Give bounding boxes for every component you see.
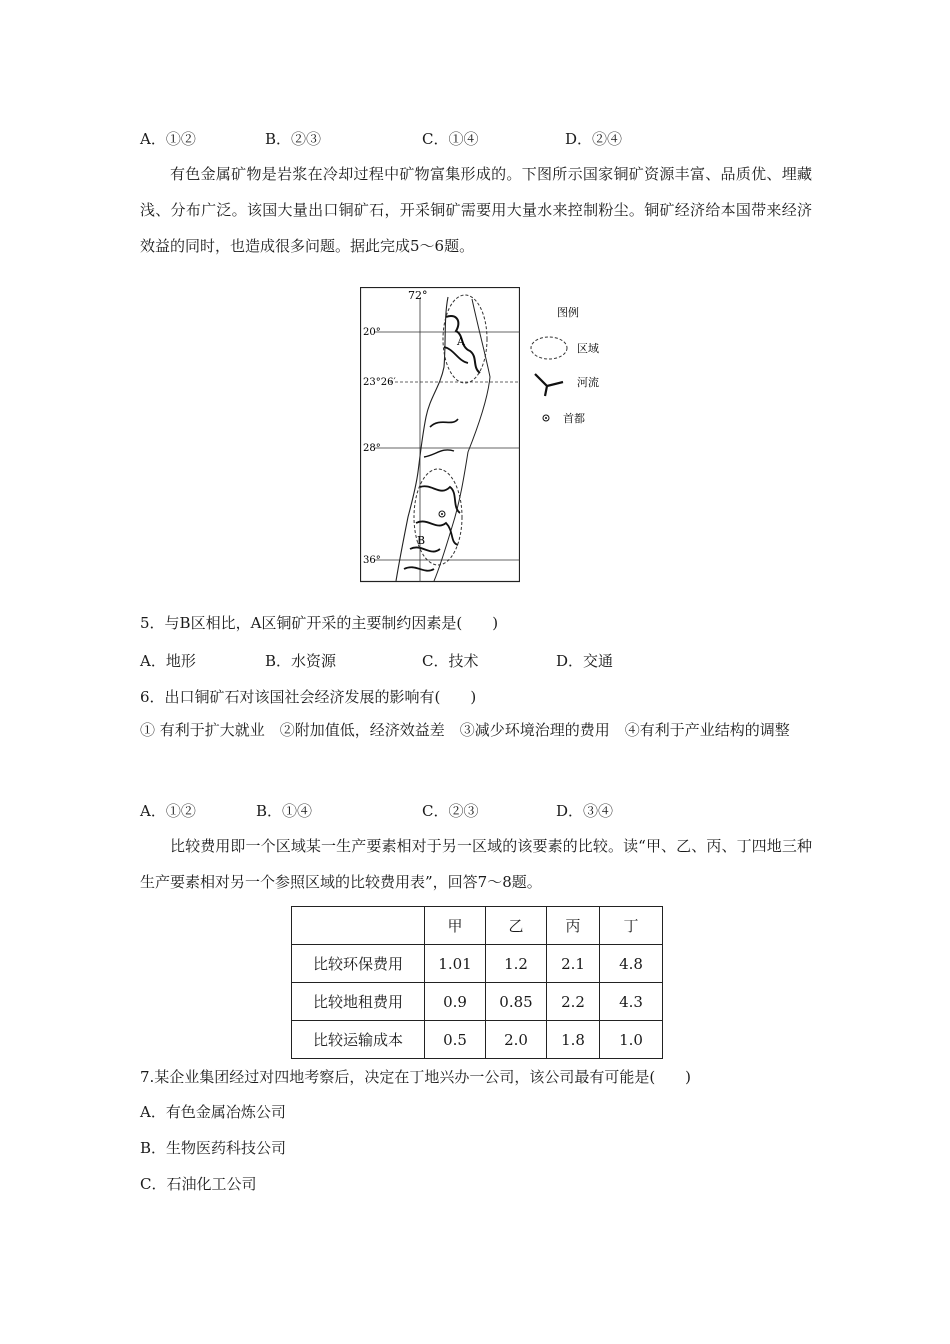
q6-stem: 6．出口铜矿石对该国社会经济发展的影响有( ) (140, 688, 477, 706)
q7-option-c: C．石油化工公司 (140, 1175, 257, 1193)
q4-option-a: A．①② (140, 130, 196, 148)
table-cell: 1.01 (425, 945, 486, 983)
longitude-label: 72° (408, 289, 428, 302)
table-header-cell (292, 907, 425, 945)
table-cell: 0.5 (425, 1021, 486, 1059)
table-cell: 0.9 (425, 983, 486, 1021)
q7-stem: 7.某企业集团经过对四地考察后，决定在丁地兴办一公司，该公司最有可能是( ) (140, 1068, 692, 1086)
legend-region-label: 区域 (577, 342, 599, 355)
table-row (292, 1021, 663, 1059)
table-cell: 4.8 (600, 945, 663, 983)
table-cell: 比较运输成本 (292, 1021, 425, 1059)
table-cell: 1.2 (486, 945, 547, 983)
legend-river-label: 河流 (577, 376, 599, 389)
lat-36-label: 36° (363, 555, 381, 566)
legend-title: 图例 (557, 306, 579, 319)
region-b-label: B (417, 534, 426, 547)
table-header-cell: 丁 (600, 907, 663, 945)
table-header-cell: 甲 (425, 907, 486, 945)
comparison-cost-table (291, 906, 663, 1059)
table-cell: 1.0 (600, 1021, 663, 1059)
region-a-label: A (457, 335, 465, 348)
table-header-cell: 丙 (547, 907, 600, 945)
q5-option-c: C．技术 (422, 652, 479, 670)
intro-paragraph-5-6: 有色金属矿物是岩浆在冷却过程中矿物富集形成的。下图所示国家铜矿资源丰富、品质优、埋藏浅、分布广泛。该国大量出口铜矿石，开采铜矿需要用大量水来控制粉尘。铜矿经济给本国带来经济效益的同时，也造成很多问题。据此完成5～6题。 (140, 165, 812, 255)
table-cell: 比较地租费用 (292, 983, 425, 1021)
q4-option-d: D．②④ (565, 130, 623, 148)
table-cell: 4.3 (600, 983, 663, 1021)
table-row (292, 983, 663, 1021)
map-legend (525, 300, 615, 430)
table-cell: 2.1 (547, 945, 600, 983)
q5-option-a: A．地形 (140, 652, 196, 670)
q5-stem: 5．与B区相比，A区铜矿开采的主要制约因素是( ) (140, 614, 499, 632)
q4-option-c: C．①④ (422, 130, 479, 148)
table-cell: 2.0 (486, 1021, 547, 1059)
table-cell: 1.8 (547, 1021, 600, 1059)
table-cell: 比较环保费用 (292, 945, 425, 983)
q4-option-b: B．②③ (265, 130, 322, 148)
legend-capital-label: 首都 (563, 412, 585, 425)
lat-tropic-label: 23°26′ (363, 377, 396, 388)
table-header-row (292, 907, 663, 945)
q7-option-a: A．有色金属冶炼公司 (140, 1103, 286, 1121)
q6-option-d: D．③④ (556, 802, 614, 820)
q5-option-d: D．交通 (556, 652, 614, 670)
legend-river-icon (535, 374, 563, 396)
q6-option-a: A．①② (140, 802, 196, 820)
intro-paragraph-7-8: 比较费用即一个区域某一生产要素相对于另一区域的该要素的比较。读“甲、乙、丙、丁四地三种生产要素相对另一个参照区域的比较费用表”，回答7～8题。 (140, 837, 812, 891)
q6-statements: ① 有利于扩大就业 ②附加值低，经济效益差 ③减少环境治理的费用 ④有利于产业结构的调整 (140, 721, 790, 739)
q6-option-c: C．②③ (422, 802, 479, 820)
lat-20-label: 20° (363, 327, 381, 338)
legend-region-icon (531, 337, 567, 359)
q5-option-b: B．水资源 (265, 652, 337, 670)
table-cell: 0.85 (486, 983, 547, 1021)
chile-copper-map (360, 287, 520, 583)
table-row (292, 945, 663, 983)
q6-option-b: B．①④ (256, 802, 313, 820)
table-cell: 2.2 (547, 983, 600, 1021)
q7-option-b: B．生物医药科技公司 (140, 1139, 287, 1157)
table-header-cell: 乙 (486, 907, 547, 945)
lat-28-label: 28° (363, 443, 381, 454)
